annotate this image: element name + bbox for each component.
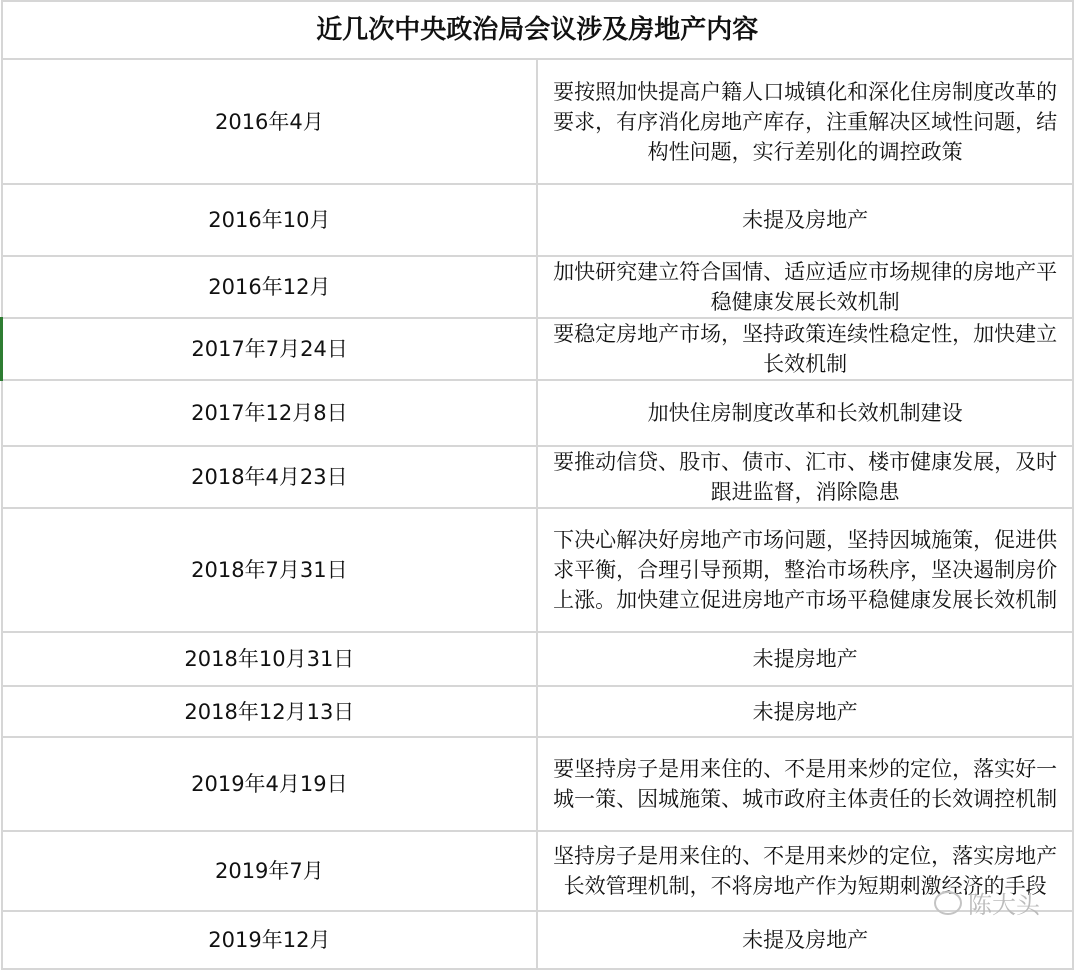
content-cell: 要稳定房地产市场，坚持政策连续性稳定性，加快建立长效机制 <box>537 318 1073 380</box>
content-cell: 加快研究建立符合国情、适应适应市场规律的房地产平稳健康发展长效机制 <box>537 256 1073 318</box>
table-row <box>2 380 1074 446</box>
date-cell: 2016年10月 <box>2 184 538 256</box>
table-row <box>2 831 1074 911</box>
table-title: 近几次中央政治局会议涉及房地产内容 <box>2 1 1074 59</box>
content-cell: 坚持房子是用来住的、不是用来炒的定位，落实房地产长效管理机制，不将房地产作为短期刺激经济的手段 <box>537 831 1073 911</box>
date-cell: 2019年7月 <box>2 831 538 911</box>
title-row <box>2 1 1074 59</box>
watermark <box>934 885 1040 920</box>
date-cell: 2019年4月19日 <box>2 737 538 831</box>
wechat-icon <box>934 891 962 915</box>
table-row <box>2 318 1074 380</box>
table-row <box>2 737 1074 831</box>
table-row <box>2 59 1074 184</box>
table-row <box>2 256 1074 318</box>
date-cell: 2019年12月 <box>2 911 538 969</box>
date-cell: 2018年4月23日 <box>2 446 538 508</box>
content-cell: 下决心解决好房地产市场问题，坚持因城施策，促进供求平衡，合理引导预期，整治市场秩序，坚决遏制房价上涨。加快建立促进房地产市场平稳健康发展长效机制 <box>537 508 1073 632</box>
date-cell: 2016年12月 <box>2 256 538 318</box>
watermark-text: 陈大头 <box>968 891 1040 919</box>
table-row <box>2 632 1074 686</box>
content-cell: 未提及房地产 <box>537 911 1073 969</box>
date-cell: 2018年10月31日 <box>2 632 538 686</box>
content-cell: 要推动信贷、股市、债市、汇市、楼市健康发展，及时跟进监督，消除隐患 <box>537 446 1073 508</box>
content-cell: 未提及房地产 <box>537 184 1073 256</box>
date-cell: 2018年12月13日 <box>2 686 538 737</box>
date-cell: 2017年12月8日 <box>2 380 538 446</box>
table-row <box>2 508 1074 632</box>
content-cell: 要按照加快提高户籍人口城镇化和深化住房制度改革的要求，有序消化房地产库存，注重解决区域性问题，结构性问题，实行差别化的调控政策 <box>537 59 1073 184</box>
content-cell: 加快住房制度改革和长效机制建设 <box>537 380 1073 446</box>
table-row <box>2 184 1074 256</box>
content-cell: 未提房地产 <box>537 632 1073 686</box>
table-row <box>2 446 1074 508</box>
date-cell: 2016年4月 <box>2 59 538 184</box>
date-cell: 2017年7月24日 <box>2 318 538 380</box>
table-row <box>2 911 1074 969</box>
table-row <box>2 686 1074 737</box>
content-cell: 要坚持房子是用来住的、不是用来炒的定位，落实好一城一策、因城施策、城市政府主体责任的长效调控机制 <box>537 737 1073 831</box>
date-cell: 2018年7月31日 <box>2 508 538 632</box>
content-cell: 未提房地产 <box>537 686 1073 737</box>
